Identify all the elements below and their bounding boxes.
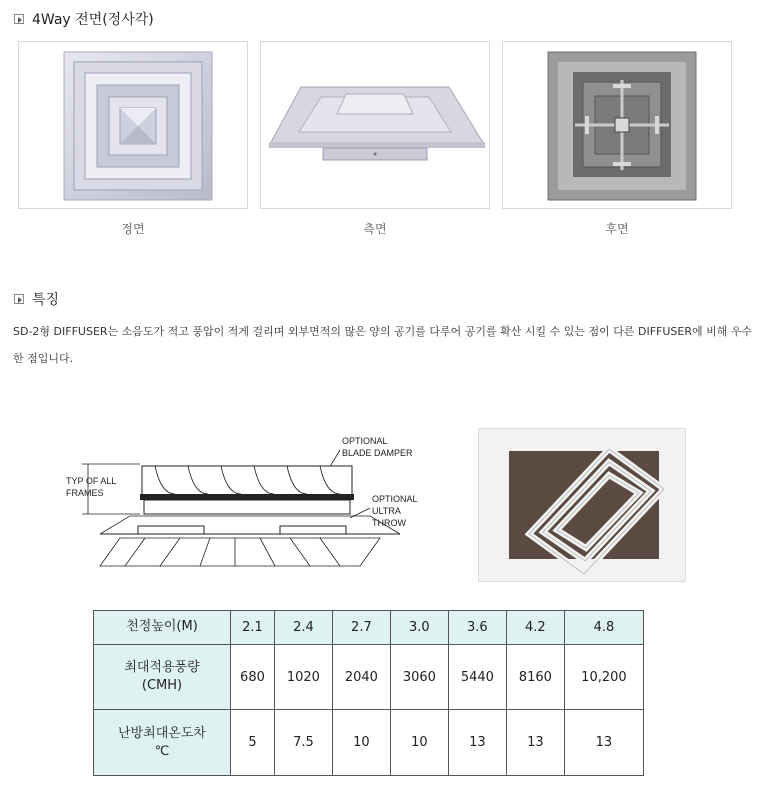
label-optional-damper: OPTIONAL xyxy=(342,436,388,446)
label-frames: FRAMES xyxy=(66,488,104,498)
label-blade-damper: BLADE DAMPER xyxy=(342,448,413,458)
table-row-temp-diff xyxy=(94,710,644,776)
label-optional-throw: OPTIONAL xyxy=(372,494,418,504)
photo-caption-side: 측면 xyxy=(363,222,387,236)
airflow-cell: 3060 xyxy=(390,644,448,710)
photo-front-view xyxy=(18,41,248,209)
label-throw: THROW xyxy=(372,518,406,528)
height-cell: 2.4 xyxy=(274,611,332,645)
photo-caption-rear: 후면 xyxy=(605,222,629,236)
photo-rear-view xyxy=(502,41,732,209)
spec-table xyxy=(93,610,644,776)
description-line-2: 한 점입니다. xyxy=(13,352,74,365)
temp-cell: 13 xyxy=(448,710,506,776)
section-heading-4way xyxy=(14,9,154,29)
photo-angled-diffuser xyxy=(478,428,686,582)
diffuser-front-image xyxy=(19,42,247,208)
height-cell: 4.2 xyxy=(506,611,564,645)
section-title: 특징 xyxy=(32,292,60,308)
photo-side-view xyxy=(260,41,490,209)
row-label-temp-diff: 난방최대온도차 ℃ xyxy=(94,710,231,776)
label-ultra: ULTRA xyxy=(372,506,401,516)
airflow-cell: 5440 xyxy=(448,644,506,710)
photo-caption-front: 정면 xyxy=(121,222,145,236)
airflow-cell: 10,200 xyxy=(564,644,643,710)
row-label-ceiling-height: 천정높이(M) xyxy=(94,611,231,645)
table-row-height xyxy=(94,611,644,645)
temp-cell: 13 xyxy=(506,710,564,776)
table-row-airflow xyxy=(94,644,644,710)
diffuser-rear-image xyxy=(503,42,731,208)
height-cell: 2.7 xyxy=(332,611,390,645)
description-line-1: SD-2형 DIFFUSER는 소음도가 적고 풍압이 적게 걸리며 외부면적의 많은 양의 공기를 다루어 공기를 확산 시킬 수 있는 점이 다른 DIFFUSER에 비해 우수 xyxy=(13,325,753,338)
airflow-cell: 2040 xyxy=(332,644,390,710)
label-typ-of-all: TYP OF ALL xyxy=(66,476,117,486)
diffuser-side-image xyxy=(261,42,489,208)
temp-cell: 7.5 xyxy=(274,710,332,776)
bullet-arrow-icon xyxy=(14,294,24,304)
temp-cell: 13 xyxy=(564,710,643,776)
diffuser-section-drawing xyxy=(60,430,440,570)
height-cell: 2.1 xyxy=(231,611,275,645)
airflow-cell: 680 xyxy=(231,644,275,710)
bullet-arrow-icon xyxy=(14,14,24,24)
section-title: 4Way 전면(정사각) xyxy=(32,12,154,28)
temp-cell: 5 xyxy=(231,710,275,776)
section-heading-features xyxy=(14,289,59,309)
row-label-max-airflow: 최대적용풍량 (CMH) xyxy=(94,644,231,710)
height-cell: 3.6 xyxy=(448,611,506,645)
airflow-cell: 8160 xyxy=(506,644,564,710)
height-cell: 3.0 xyxy=(390,611,448,645)
airflow-cell: 1020 xyxy=(274,644,332,710)
features-description xyxy=(13,318,753,372)
height-cell: 4.8 xyxy=(564,611,643,645)
temp-cell: 10 xyxy=(390,710,448,776)
diffuser-angled-image xyxy=(479,429,685,581)
temp-cell: 10 xyxy=(332,710,390,776)
